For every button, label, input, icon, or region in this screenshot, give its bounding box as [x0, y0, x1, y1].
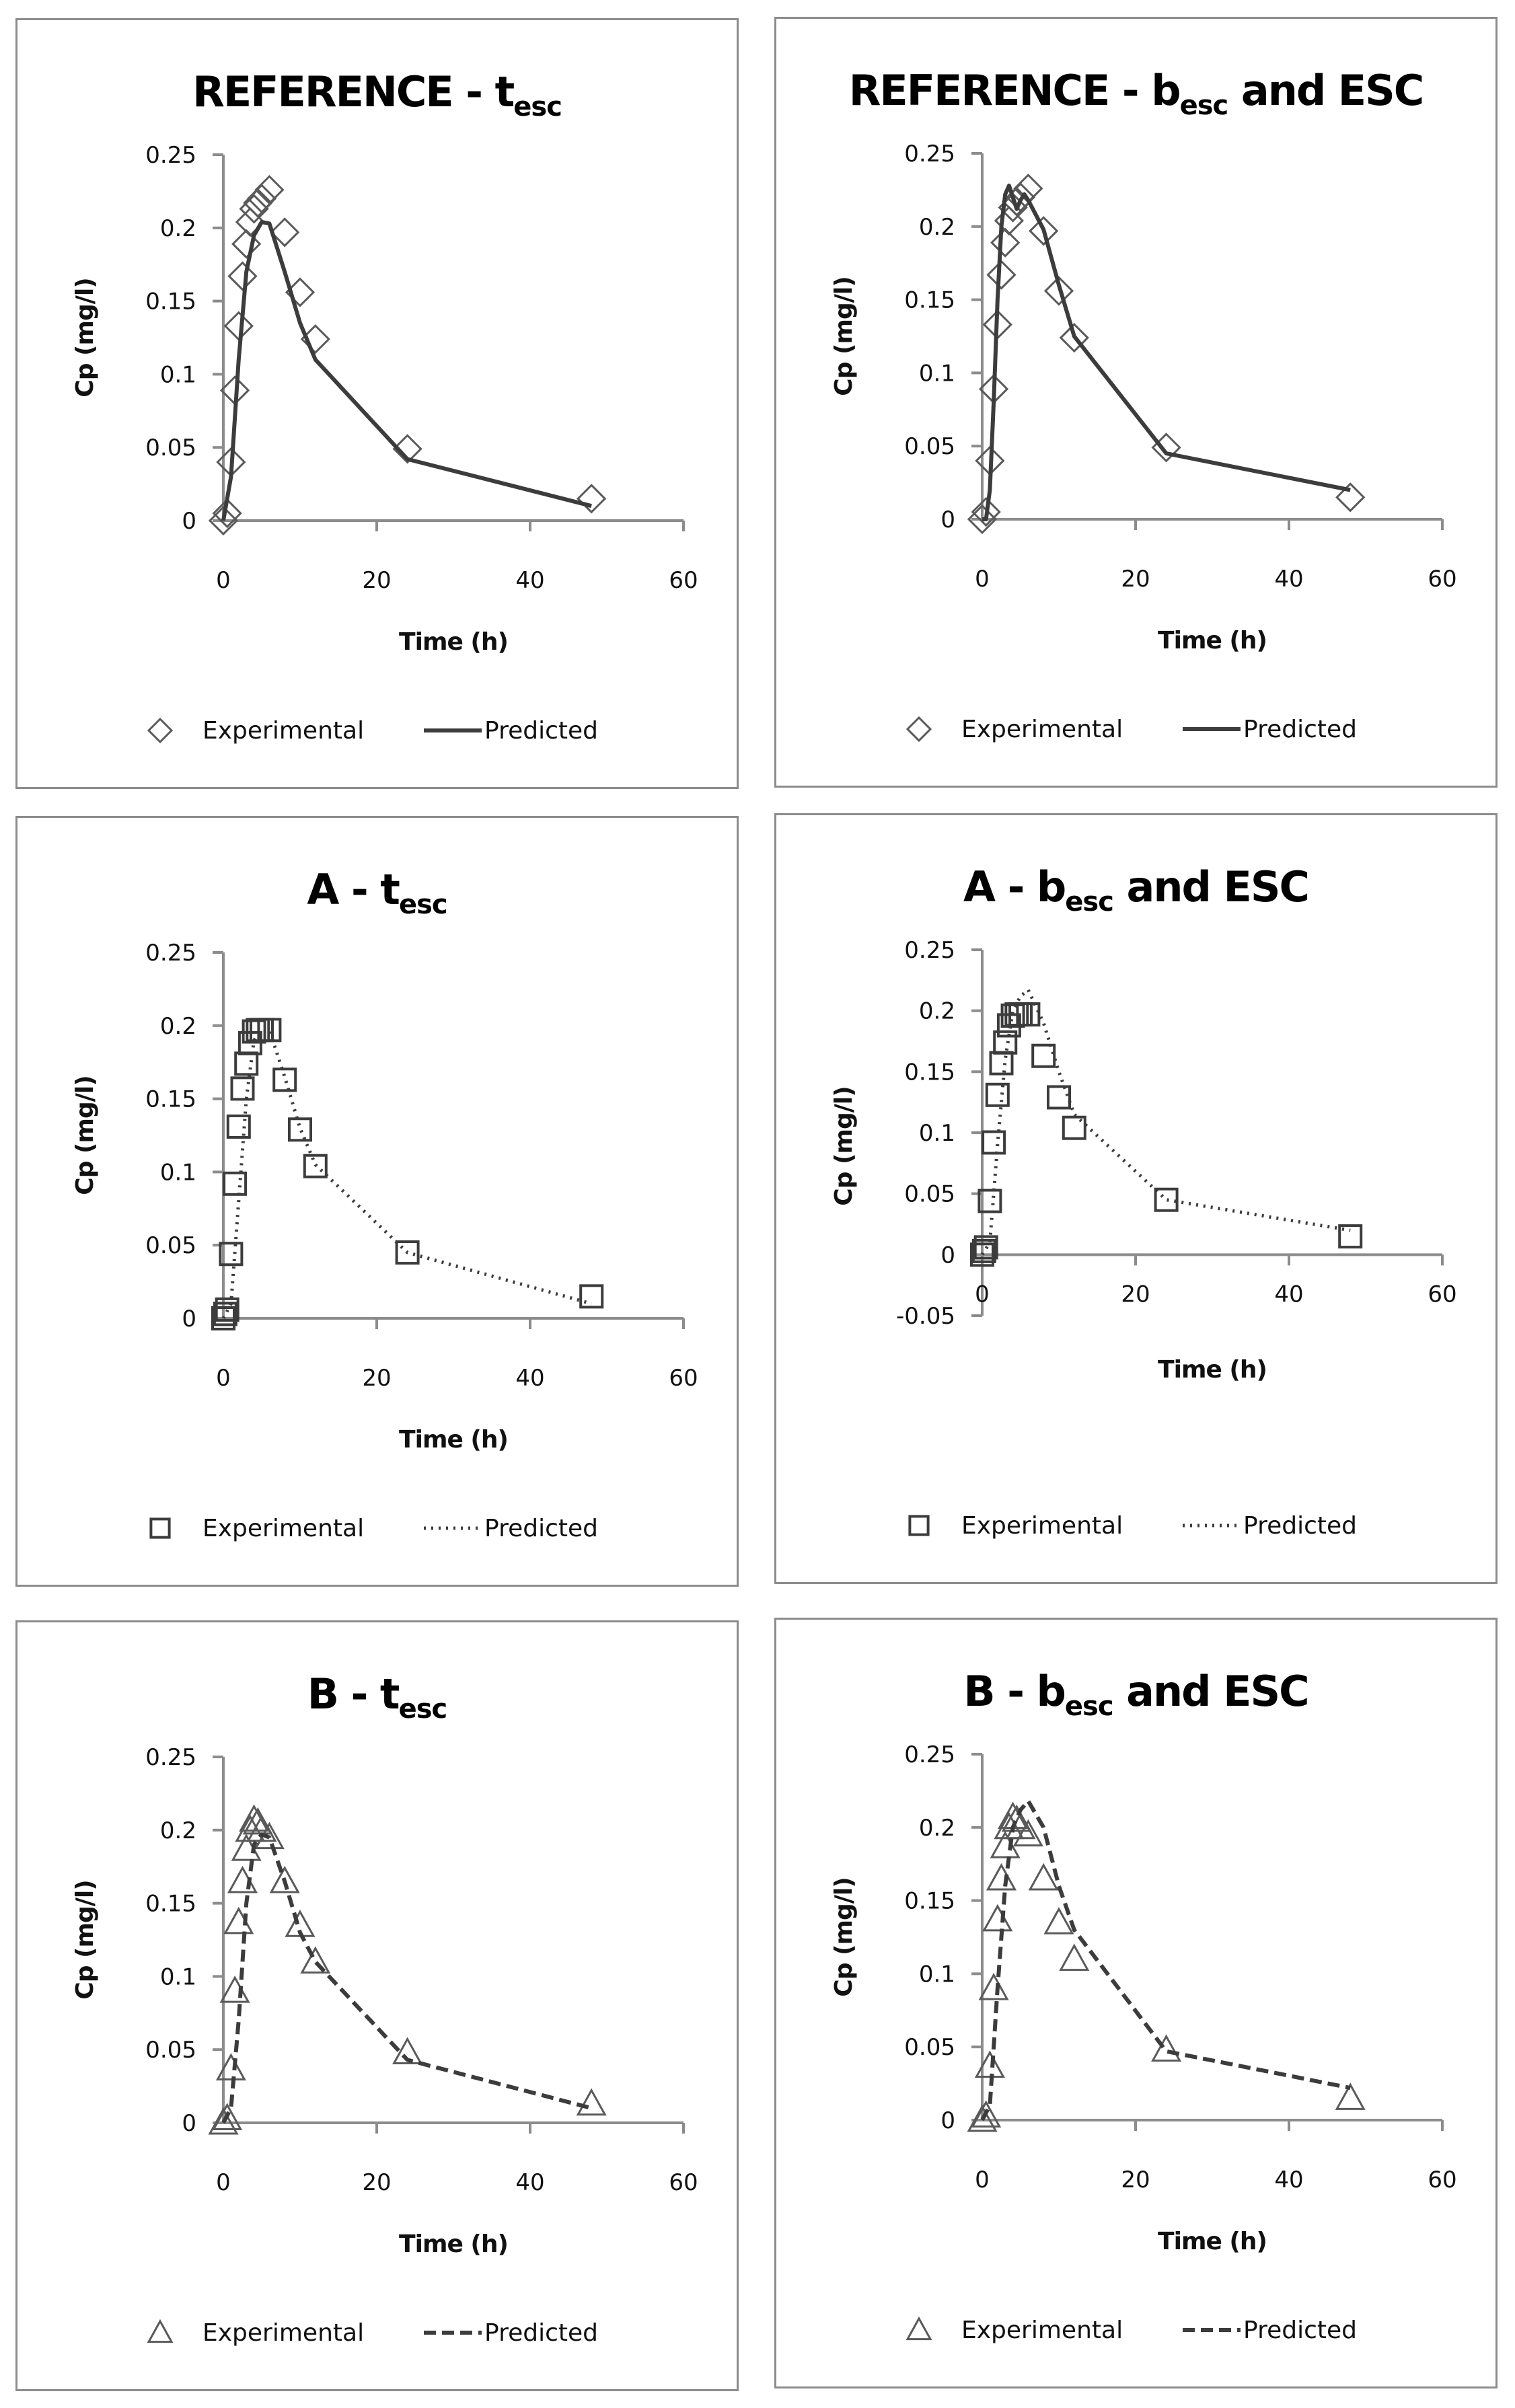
data-point-diamond	[256, 176, 283, 203]
y-tick-label: 0	[182, 1306, 196, 1332]
chart-title: REFERENCE - $b_{esc}$ and ESC	[848, 66, 1424, 121]
data-point-diamond	[225, 313, 252, 340]
series-predicted	[982, 1801, 1350, 2120]
y-tick-label: 0.15	[145, 288, 196, 315]
legend-label-predicted: Predicted	[484, 2319, 598, 2347]
x-tick-label: 20	[1121, 1281, 1150, 1308]
data-point-square	[1156, 1189, 1177, 1211]
data-point-diamond	[988, 262, 1015, 289]
chart-panel-a-besc	[774, 813, 1498, 1584]
x-tick-label: 40	[515, 2169, 545, 2196]
legend-label-experimental: Experimental	[961, 1512, 1123, 1540]
x-axis-title: Time (h)	[399, 2230, 508, 2258]
data-point-square	[987, 1084, 1008, 1106]
x-tick-label: 20	[362, 1365, 392, 1392]
series-predicted	[982, 990, 1350, 1255]
data-point-diamond	[248, 185, 275, 212]
y-tick-label: 0.25	[904, 1741, 955, 1768]
y-tick-label: 0.15	[145, 1086, 196, 1113]
square-legend-icon	[151, 1519, 169, 1537]
y-tick-label: 0	[182, 2110, 196, 2137]
x-tick-label: 0	[975, 2167, 990, 2193]
data-point-square	[274, 1069, 295, 1090]
y-tick-label: 0.1	[918, 1120, 955, 1147]
y-tick-label: 0.1	[918, 360, 955, 387]
y-axis-title: Cp (mg/l)	[830, 1086, 858, 1206]
legend-label-experimental: Experimental	[202, 2319, 365, 2347]
y-tick-label: 0.2	[159, 1817, 196, 1844]
y-tick-label: 0.05	[145, 1232, 196, 1260]
chart-title: B - $t_{esc}$	[307, 1669, 447, 1725]
data-point-square	[983, 1132, 1004, 1154]
data-point-triangle	[578, 2091, 605, 2115]
y-axis-title: Cp (mg/l)	[71, 278, 99, 398]
y-tick-label: 0.05	[904, 2034, 955, 2062]
triangle-legend-icon	[149, 2321, 172, 2342]
y-tick-label: 0.2	[159, 215, 196, 242]
y-tick-label: 0.1	[159, 361, 196, 389]
y-tick-label: 0.15	[904, 1059, 955, 1086]
x-axis-title: Time (h)	[1158, 1356, 1267, 1384]
legend	[908, 2317, 1357, 2344]
chart-panel-b-tesc	[15, 1620, 739, 2391]
y-tick-label: 0.1	[159, 1963, 196, 1991]
data-point-square	[289, 1119, 311, 1140]
x-axis-title: Time (h)	[399, 1426, 508, 1454]
x-axis-title: Time (h)	[1158, 627, 1267, 654]
y-tick-label: 0.15	[145, 1890, 196, 1918]
y-tick-label: 0.05	[904, 1180, 955, 1208]
chart-panel-ref-besc	[774, 17, 1498, 788]
predicted-line	[982, 990, 1350, 1255]
x-tick-label: 40	[1274, 2167, 1304, 2193]
data-point-triangle	[980, 1975, 1007, 1999]
y-tick-label: 0.1	[159, 1159, 196, 1187]
chart-plot	[17, 1622, 737, 2389]
x-tick-label: 0	[975, 566, 990, 593]
y-tick-label: 0.25	[904, 141, 955, 167]
y-tick-label: 0.25	[904, 937, 955, 964]
y-tick-label: 0	[940, 506, 955, 533]
data-point-diamond	[244, 190, 271, 217]
triangle-legend-icon	[908, 2319, 930, 2339]
legend-label-experimental: Experimental	[961, 716, 1123, 743]
series-experimental	[210, 176, 605, 534]
y-tick-label: 0.2	[918, 213, 955, 241]
legend-label-predicted: Predicted	[1243, 1512, 1357, 1540]
x-tick-label: 0	[216, 2169, 231, 2196]
x-tick-label: 60	[669, 2169, 698, 2196]
x-tick-label: 20	[362, 567, 392, 594]
series-experimental	[210, 1807, 605, 2134]
legend-label-experimental: Experimental	[961, 2317, 1123, 2344]
y-tick-label: 0.2	[918, 1814, 955, 1842]
chart-plot	[776, 815, 1495, 1582]
legend-label-experimental: Experimental	[202, 1515, 365, 1542]
series-predicted	[982, 186, 1350, 519]
square-legend-icon	[910, 1516, 928, 1534]
y-axis-title: Cp (mg/l)	[830, 1877, 858, 1997]
y-tick-label: 0.25	[145, 940, 196, 967]
x-tick-label: 60	[1428, 2167, 1457, 2193]
diamond-legend-icon	[908, 718, 930, 741]
data-point-triangle	[1030, 1865, 1057, 1889]
y-tick-label: 0.05	[904, 433, 955, 461]
legend	[151, 1515, 598, 1542]
x-tick-label: 20	[362, 2169, 392, 2196]
legend-label-experimental: Experimental	[202, 717, 365, 745]
data-point-square	[1033, 1045, 1054, 1067]
y-tick-label: 0.2	[918, 998, 955, 1025]
data-point-triangle	[984, 1906, 1011, 1930]
data-point-triangle	[225, 1909, 252, 1933]
y-tick-label: 0	[940, 2107, 955, 2134]
y-tick-label: 0.05	[145, 2037, 196, 2064]
legend-label-predicted: Predicted	[484, 717, 598, 745]
legend-label-predicted: Predicted	[484, 1515, 598, 1542]
y-tick-label: 0.25	[145, 1744, 196, 1771]
y-tick-label: 0.1	[918, 1961, 955, 1988]
x-tick-label: 60	[1428, 566, 1457, 593]
chart-plot	[776, 19, 1495, 786]
y-tick-label: 0.2	[159, 1012, 196, 1040]
data-point-square	[224, 1173, 246, 1195]
y-tick-label: 0.05	[145, 435, 196, 462]
legend	[149, 717, 598, 745]
x-tick-label: 60	[1428, 1281, 1457, 1308]
predicted-line	[982, 186, 1350, 519]
x-tick-label: 0	[975, 1281, 990, 1308]
x-tick-label: 20	[1121, 566, 1150, 593]
x-tick-label: 40	[515, 1365, 545, 1392]
x-tick-label: 40	[1274, 566, 1304, 593]
data-point-triangle	[976, 2052, 1003, 2076]
legend	[908, 716, 1357, 743]
series-experimental	[971, 1004, 1361, 1265]
x-axis-title: Time (h)	[399, 628, 508, 656]
diamond-legend-icon	[149, 719, 172, 742]
y-tick-label: 0	[940, 1242, 955, 1269]
data-point-square	[581, 1285, 602, 1307]
data-point-diamond	[229, 263, 256, 290]
y-axis-title: Cp (mg/l)	[71, 1076, 99, 1195]
predicted-line	[223, 222, 591, 521]
x-tick-label: 40	[515, 567, 545, 594]
series-experimental	[213, 1019, 602, 1329]
data-point-square	[991, 1053, 1012, 1074]
data-point-triangle	[221, 1978, 248, 2002]
x-tick-label: 60	[669, 1365, 698, 1392]
x-tick-label: 20	[1121, 2167, 1150, 2193]
legend-label-predicted: Predicted	[1243, 716, 1357, 743]
chart-plot	[776, 1620, 1495, 2386]
chart-title: REFERENCE - $t_{esc}$	[192, 67, 562, 122]
axes	[896, 937, 1457, 1330]
y-tick-label: -0.05	[896, 1303, 955, 1330]
series-predicted	[223, 222, 591, 521]
x-axis-title: Time (h)	[1158, 2228, 1267, 2255]
series-predicted	[223, 1030, 591, 1318]
y-tick-label: 0	[182, 508, 196, 535]
y-axis-title: Cp (mg/l)	[830, 276, 858, 396]
chart-title: A - $t_{esc}$	[307, 865, 447, 920]
data-point-square	[1048, 1086, 1070, 1108]
chart-plot	[17, 818, 737, 1585]
y-tick-label: 0.15	[904, 287, 955, 314]
legend-label-predicted: Predicted	[1243, 2317, 1357, 2344]
data-point-triangle	[1061, 1946, 1088, 1970]
data-point-diamond	[992, 229, 1019, 256]
y-axis-title: Cp (mg/l)	[71, 1880, 99, 2000]
chart-title: B - $b_{esc}$ and ESC	[963, 1667, 1308, 1722]
data-point-square	[235, 1053, 257, 1074]
y-tick-label: 0.15	[904, 1887, 955, 1915]
legend	[149, 2319, 598, 2347]
chart-panel-ref-tesc	[15, 18, 739, 789]
x-tick-label: 40	[1274, 1281, 1304, 1308]
data-point-square	[232, 1078, 254, 1099]
data-point-triangle	[988, 1865, 1015, 1889]
data-point-triangle	[1337, 2084, 1364, 2109]
y-tick-label: 0.25	[145, 142, 196, 169]
x-tick-label: 0	[216, 1365, 231, 1392]
chart-panel-b-besc	[774, 1618, 1498, 2388]
data-point-diamond	[241, 196, 268, 223]
x-tick-label: 0	[216, 567, 231, 594]
legend	[910, 1512, 1357, 1540]
chart-panel-a-tesc	[15, 816, 739, 1587]
predicted-line	[982, 1801, 1350, 2120]
data-point-diamond	[578, 485, 605, 512]
chart-title: A - $b_{esc}$ and ESC	[963, 862, 1308, 917]
predicted-line	[223, 1030, 591, 1318]
data-point-triangle	[229, 1868, 256, 1892]
chart-plot	[17, 20, 737, 787]
data-point-triangle	[217, 2055, 244, 2079]
x-tick-label: 60	[669, 567, 698, 594]
series-experimental	[969, 1804, 1364, 2131]
